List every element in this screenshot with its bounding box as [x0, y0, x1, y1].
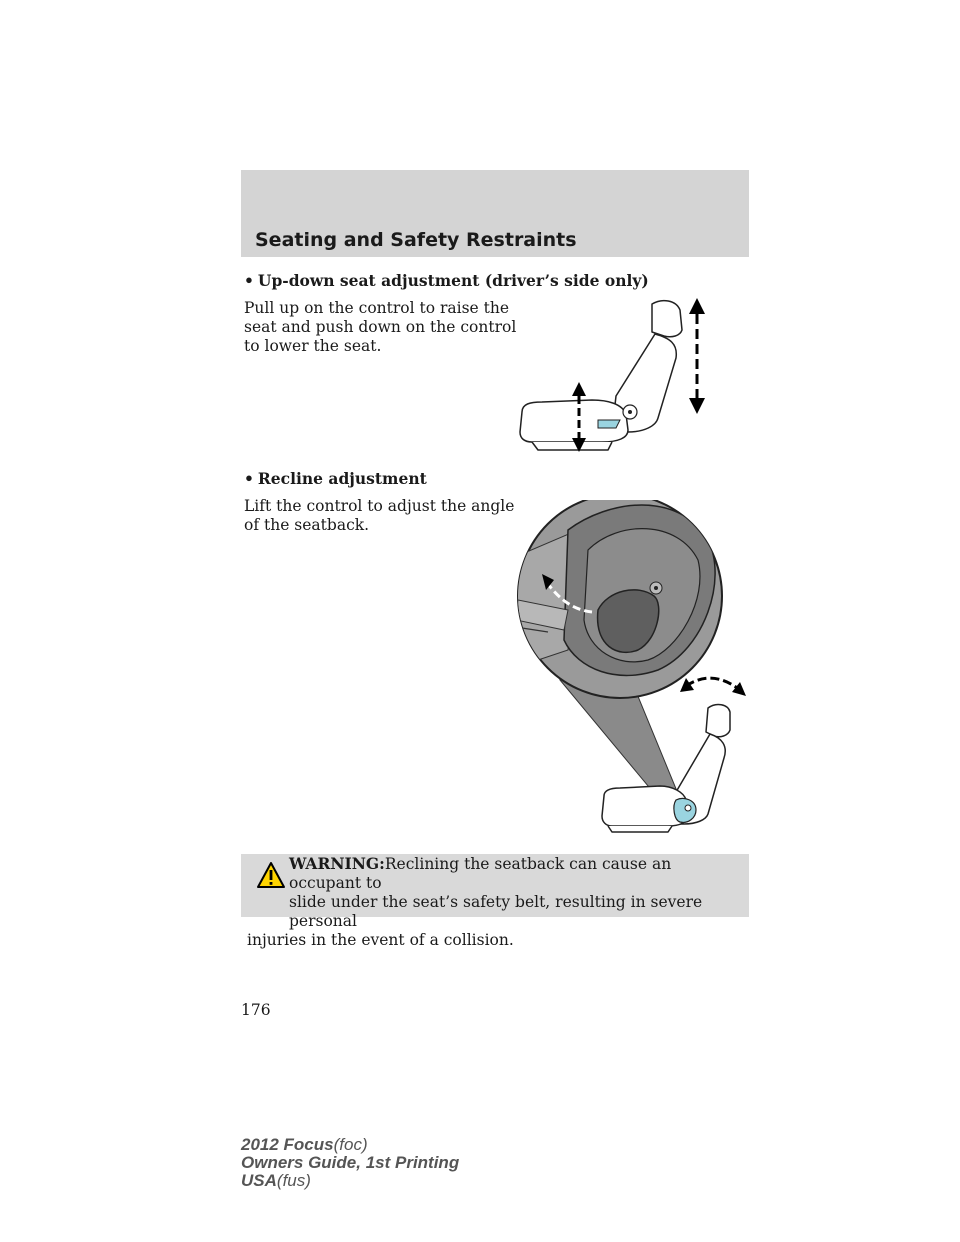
- warning-text: [241, 854, 731, 950]
- section-header: [241, 170, 749, 257]
- footer-model: 2012 Focus: [241, 1135, 334, 1154]
- paragraph-line: to lower the seat.: [244, 337, 382, 355]
- seat-height-illustration: [512, 292, 712, 454]
- warning-label: WARNING:: [289, 854, 385, 873]
- paragraph-up-down: [244, 299, 516, 356]
- warning-box: [241, 854, 749, 949]
- paragraph-line: of the seatback.: [244, 516, 370, 534]
- heading-text: Up-down seat adjustment (driver’s side only): [257, 271, 649, 290]
- paragraph-line: Lift the control to adjust the angle: [244, 497, 515, 515]
- footer-model-code: (foc): [333, 1135, 368, 1154]
- heading-text: Recline adjustment: [257, 469, 427, 488]
- footer-market-code: (fus): [276, 1171, 311, 1190]
- recline-arrow-icon: [680, 678, 746, 696]
- paragraph-recline: [244, 497, 514, 535]
- bullet: •: [244, 271, 254, 290]
- footer: [241, 1136, 459, 1190]
- recline-illustration: [508, 500, 752, 836]
- paragraph-line: Pull up on the control to raise the: [244, 299, 510, 317]
- page-number: 176: [241, 1001, 271, 1019]
- vertical-arrow-icon: [689, 298, 705, 414]
- warning-line: slide under the seat’s safety belt, resulting in severe personal: [289, 893, 703, 930]
- warning-line: Reclining the seatback can cause an occupant to: [289, 855, 672, 892]
- magnified-detail: [508, 500, 722, 698]
- footer-guide: Owners Guide, 1st Printing: [241, 1153, 460, 1172]
- footer-market: USA: [241, 1171, 277, 1190]
- section-title: Seating and Safety Restraints: [255, 229, 577, 251]
- heading-up-down-adjustment: [244, 271, 649, 290]
- bullet: •: [244, 469, 254, 488]
- heading-recline-adjustment: [244, 469, 427, 488]
- warning-line: injuries in the event of a collision.: [247, 931, 514, 949]
- paragraph-line: seat and push down on the control: [244, 318, 517, 336]
